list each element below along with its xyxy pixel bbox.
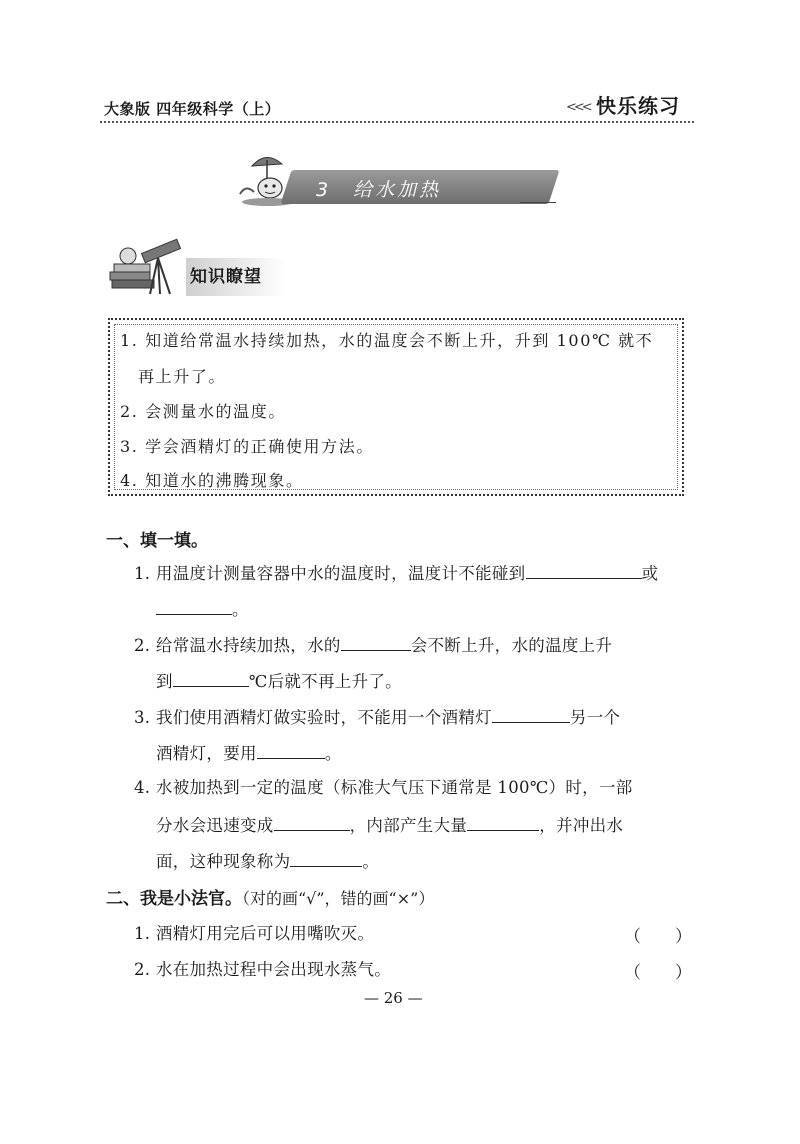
- q3-blank-2[interactable]: [257, 740, 325, 759]
- q4-blank-1[interactable]: [274, 812, 350, 831]
- q1-blank-2[interactable]: [156, 596, 232, 615]
- q4-text-d: ，并冲出水: [539, 816, 624, 835]
- chevron-left-icon: <<<: [566, 100, 590, 115]
- lesson-title: 3 给水加热: [316, 179, 442, 201]
- page-number: — 26 —: [364, 989, 423, 1007]
- goal-1-cont: 再上升了。: [138, 367, 227, 386]
- q2-text-c: 到: [156, 672, 173, 691]
- q1-blank-1[interactable]: [526, 560, 642, 579]
- q4-text-c: ，内部产生大量: [349, 816, 468, 835]
- q2-text-b: 会不断上升，水的温度上升: [410, 636, 613, 655]
- q3-text-c: 酒精灯，要用: [156, 744, 257, 763]
- q1-text: 1. 用温度计测量容器中水的温度时，温度计不能碰到: [134, 564, 526, 583]
- goal-1: 1. 知道给常温水持续加热，水的温度会不断上升，升到 100℃ 就不: [120, 331, 654, 350]
- q3-blank-1[interactable]: [492, 704, 570, 723]
- q2-line1: [134, 632, 612, 658]
- q2-blank-1[interactable]: [341, 632, 411, 651]
- header-divider: [100, 121, 694, 123]
- goal-3: 3. 学会酒精灯的正确使用方法。: [120, 437, 374, 456]
- q1-or: 或: [641, 564, 659, 583]
- q2-blank-2[interactable]: [173, 668, 249, 687]
- q2-text-d: ℃后就不再上升了。: [248, 672, 402, 691]
- goal-4: 4. 知道水的沸腾现象。: [120, 471, 304, 490]
- q4-blank-3[interactable]: [290, 848, 362, 867]
- q1-end: 。: [232, 600, 249, 619]
- judge-item-2: 2. 水在加热过程中会出现水蒸气。: [134, 960, 392, 979]
- q4-text-e: 面，这种现象称为: [156, 852, 291, 871]
- judge-answer-1[interactable]: （ ）: [624, 927, 692, 947]
- q4-text-f: 。: [362, 852, 380, 871]
- q3-line2: [156, 740, 342, 766]
- q1-line1: [134, 560, 658, 586]
- section-2-instruction: （对的画“√”，错的画“×”）: [242, 889, 435, 908]
- q3-text: 3. 我们使用酒精灯做实验时，不能用一个酒精灯: [134, 708, 492, 727]
- q4-line2: [156, 812, 623, 838]
- telescope-books-icon: [106, 232, 188, 298]
- q2-text: 2. 给常温水持续加热，水的: [134, 636, 341, 655]
- banner-underline: [520, 202, 556, 203]
- q4-text-b: 分水会迅速变成: [156, 816, 274, 835]
- q4-blank-2[interactable]: [467, 812, 539, 831]
- q4-line1: 4. 水被加热到一定的温度（标准大气压下通常是 100℃）时，一部: [134, 778, 633, 797]
- goal-2: 2. 会测量水的温度。: [120, 402, 286, 421]
- q3-text-b: 另一个: [569, 708, 621, 727]
- knowledge-title: 知识瞭望: [190, 267, 262, 287]
- q3-text-d: 。: [324, 744, 342, 763]
- series-title: 快乐练习: [596, 94, 680, 118]
- book-title: 大象版 四年级科学（上）: [104, 100, 281, 118]
- judge-answer-2[interactable]: （ ）: [624, 963, 692, 983]
- q4-line3: [156, 848, 379, 874]
- q2-line2: [156, 668, 402, 694]
- section-1-title: 一、填一填。: [106, 531, 208, 551]
- section-2-title: 二、我是小法官。: [106, 889, 242, 909]
- q3-line1: [134, 704, 620, 730]
- q1-line2: [156, 596, 249, 622]
- section-2-header: [106, 884, 434, 909]
- judge-item-1: 1. 酒精灯用完后可以用嘴吹灭。: [134, 924, 375, 943]
